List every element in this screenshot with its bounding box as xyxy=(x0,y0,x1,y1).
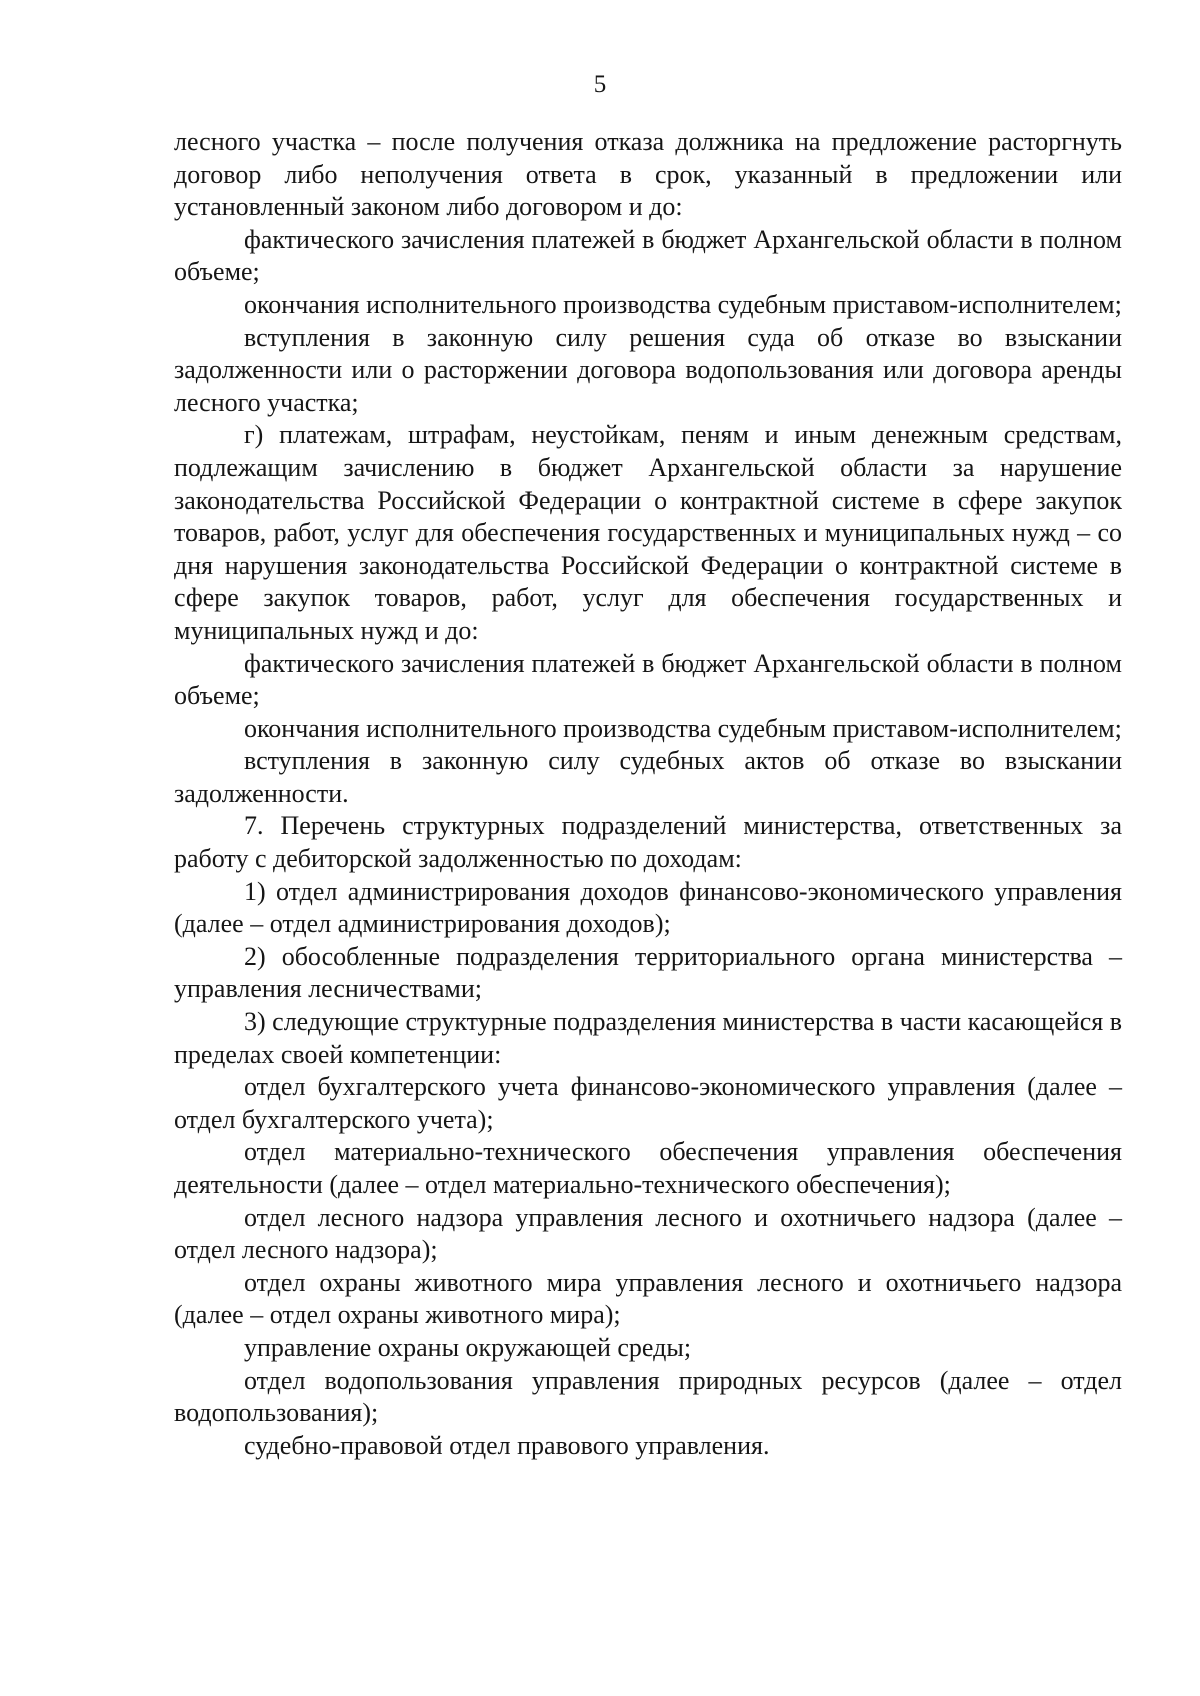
paragraph-item: окончания исполнительного производства судебным приставом-исполнителем; xyxy=(244,289,1122,319)
paragraph-item: управление охраны окружающей среды; xyxy=(244,1332,692,1362)
paragraph-list-item-1: 1) отдел администрирования доходов финансово-экономического управления (далее – отдел администрирования доходов); xyxy=(174,876,1122,939)
paragraph-item: фактического зачисления платежей в бюджет Архангельской области в полном объеме; xyxy=(174,224,1122,287)
paragraph-item: фактического зачисления платежей в бюджет Архангельской области в полном объеме; xyxy=(174,648,1122,711)
paragraph-item: вступления в законную силу решения суда об отказе во взыскании задолженности или о расторжении договора водопользования или договора аренды лесного участка; xyxy=(174,322,1122,417)
paragraph-section-7: 7. Перечень структурных подразделений министерства, ответственных за работу с дебиторской задолженностью по доходам: xyxy=(174,811,1122,874)
paragraph-item: отдел охраны животного мира управления лесного и охотничьего надзора (далее – отдел охраны животного мира); xyxy=(174,1267,1122,1330)
paragraph-item: отдел материально-технического обеспечения управления обеспечения деятельности (далее – отдел материально-технического обеспечения); xyxy=(174,1137,1122,1199)
paragraph-list-item-3: 3) следующие структурные подразделения министерства в части касающейся в пределах своей компетенции: xyxy=(174,1007,1122,1069)
document-body xyxy=(174,126,1122,1462)
paragraph-continuation: лесного участка – после получения отказа должника на предложение расторгнуть договор либо неполучения ответа в срок, указанный в предложении или установленный законом либо договором и до: xyxy=(174,127,1122,222)
paragraph-item: вступления в законную силу судебных актов об отказе во взыскании задолженности. xyxy=(174,746,1122,808)
paragraph-item: окончания исполнительного производства судебным приставом-исполнителем; xyxy=(244,713,1122,743)
paragraph-list-item-2: 2) обособленные подразделения территориального органа министерства – управления лесничествами; xyxy=(174,941,1122,1004)
paragraph-item: отдел лесного надзора управления лесного и охотничьего надзора (далее – отдел лесного надзора); xyxy=(174,1202,1122,1265)
paragraph-item: судебно-правовой отдел правового управления. xyxy=(244,1430,770,1460)
page-number: 5 xyxy=(593,71,607,98)
paragraph-item: отдел бухгалтерского учета финансово-экономического управления (далее – отдел бухгалтерского учета); xyxy=(174,1072,1122,1134)
paragraph-item-g: г) платежам, штрафам, неустойкам, пеням и иным денежным средствам, подлежащим зачислению в бюджет Архангельской области за нарушение законодательства Российской Федерации о контрактной системе в сфере закупок товаров, работ, услуг для обеспечения государственных и муниципальных нужд – со дня нарушения законодательства Российской Федерации о контрактной системе в сфере закупок товаров, работ, услуг для обеспечения государственных и муниципальных нужд и до: xyxy=(174,420,1122,645)
paragraph-item: отдел водопользования управления природных ресурсов (далее – отдел водопользования); xyxy=(174,1365,1122,1428)
